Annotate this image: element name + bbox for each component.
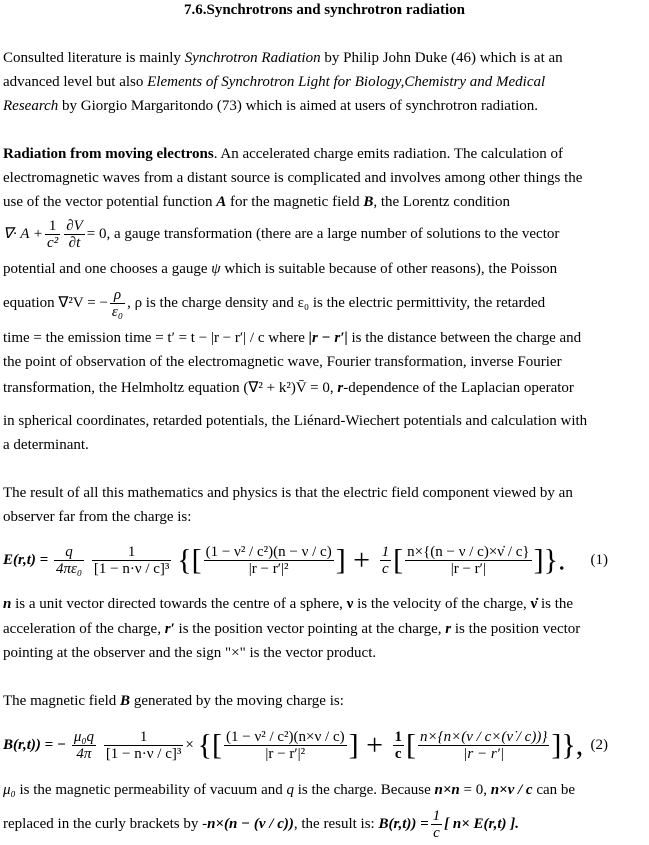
numerator: (1 − ν² / c²)(n − ν / c) bbox=[205, 544, 332, 561]
equation-line bbox=[3, 218, 559, 251]
text: a gauge transformation (there are a large number of solutions to the vector bbox=[110, 225, 560, 242]
numerator: 1 bbox=[92, 544, 172, 561]
fraction bbox=[92, 544, 172, 577]
math: time = the emission time = t′ = t − |r − r′| / c bbox=[3, 330, 265, 346]
text: , the Lorentz condition bbox=[373, 194, 510, 210]
text: replaced in the curly brackets by - bbox=[3, 815, 208, 832]
fraction bbox=[405, 544, 531, 577]
paragraph-line: electromagnetic waves from a distant source is complicated and involves among other things the bbox=[3, 170, 583, 186]
numerator: n×{(n − ν / c)×ν̇ / c} bbox=[407, 544, 530, 561]
text: acceleration of the charge, bbox=[3, 621, 165, 637]
text: , the result is: bbox=[293, 815, 379, 832]
text: Consulted literature is mainly bbox=[3, 50, 185, 66]
numerator: 1 bbox=[381, 544, 390, 561]
denominator: |r − r′| bbox=[450, 561, 486, 578]
text: which is suitable because of other reasons), the Poisson bbox=[220, 261, 558, 277]
denominator: |r − r′| bbox=[463, 746, 505, 763]
fraction bbox=[393, 729, 405, 762]
math: n×ν / c bbox=[490, 782, 533, 798]
paragraph-line: in spherical coordinates, retarded potentials, the Liénard-Wiechert potentials and calculation with bbox=[3, 413, 588, 429]
denominator: c bbox=[382, 561, 389, 578]
bracket: ] + bbox=[348, 728, 391, 762]
numerator: 1 bbox=[394, 729, 403, 746]
paragraph-line bbox=[3, 620, 580, 638]
math: B bbox=[363, 194, 374, 210]
paragraph-line bbox=[3, 193, 510, 211]
text: is the charge. Because bbox=[294, 782, 435, 798]
text: generated by the moving charge is: bbox=[130, 693, 344, 709]
paragraph-line bbox=[3, 49, 563, 67]
paragraph-line bbox=[3, 97, 538, 115]
paragraph-line bbox=[3, 595, 573, 613]
book-title: Research bbox=[3, 98, 59, 114]
paragraph-line: observer far from the charge is: bbox=[3, 509, 192, 525]
numerator: 1 bbox=[104, 729, 184, 746]
math: × bbox=[185, 737, 194, 753]
text: is the velocity of the charge, bbox=[353, 596, 531, 612]
fraction bbox=[45, 218, 60, 251]
paragraph-line bbox=[3, 145, 563, 163]
text: is the position vector pointing at the charge, bbox=[174, 621, 446, 637]
denominator: ε₀ bbox=[111, 304, 124, 320]
denominator: ∂t bbox=[68, 235, 81, 251]
denominator: |r − r′|² bbox=[265, 746, 306, 763]
math: r bbox=[333, 380, 344, 396]
text: is the bbox=[537, 596, 574, 612]
math: [ n× E(r,t) ]. bbox=[444, 815, 519, 832]
bracket: ] + bbox=[335, 543, 378, 577]
denominator: c bbox=[394, 746, 402, 763]
fraction bbox=[418, 729, 549, 762]
fraction bbox=[72, 729, 96, 762]
math: r bbox=[445, 621, 452, 637]
paragraph-line bbox=[3, 808, 519, 841]
section-title: 7.6.Synchrotrons and synchrotron radiation bbox=[183, 2, 466, 18]
math: n×(n − (ν / c)) bbox=[207, 815, 294, 832]
denominator: c bbox=[433, 825, 440, 841]
text: for the magnetic field bbox=[226, 194, 364, 210]
denominator: 4π bbox=[76, 746, 92, 763]
bracket: {[ bbox=[197, 728, 222, 762]
fraction bbox=[204, 544, 334, 577]
paragraph-line bbox=[3, 260, 557, 278]
paragraph-line bbox=[3, 781, 575, 799]
paragraph-line bbox=[3, 73, 545, 91]
paragraph-line: a determinant. bbox=[3, 437, 89, 453]
text: can be bbox=[532, 782, 576, 798]
text: advanced level but also bbox=[3, 74, 148, 90]
numerator: μ₀q bbox=[73, 729, 95, 746]
math: B bbox=[120, 693, 131, 709]
math: ψ bbox=[211, 261, 221, 277]
equation-line bbox=[3, 287, 545, 320]
math: B(r,t)) = bbox=[378, 815, 429, 832]
paragraph-line bbox=[3, 692, 344, 710]
numerator: 1 bbox=[432, 808, 441, 824]
paragraph-line: pointing at the observer and the sign "×" is the vector product. bbox=[3, 645, 377, 661]
text: by Giorgio Margaritondo (73) which is aimed at users of synchrotron radiation. bbox=[58, 98, 539, 114]
denominator: [1 − n·ν / c]³ bbox=[105, 746, 182, 763]
bracket: {[ bbox=[177, 543, 202, 577]
math: E(r,t) = bbox=[3, 552, 49, 568]
bracket: ]}. bbox=[533, 543, 566, 577]
numerator: ∂V bbox=[66, 218, 83, 234]
fraction bbox=[104, 729, 184, 762]
fraction bbox=[64, 218, 85, 251]
math: n×n bbox=[434, 782, 460, 798]
math: (∇² + k²)V̄ = 0, bbox=[243, 380, 334, 396]
text: is the position vector bbox=[451, 621, 581, 637]
fraction bbox=[224, 729, 347, 762]
math: equation ∇²V = − bbox=[3, 294, 108, 311]
text: use of the vector potential function bbox=[3, 194, 217, 210]
fraction bbox=[431, 808, 443, 841]
paragraph-line: the point of observation of the electromagnetic wave, Fourier transformation, inverse Fourier bbox=[3, 354, 562, 370]
math: q bbox=[286, 782, 294, 798]
paragraph-line bbox=[3, 329, 581, 347]
bracket: ]}, bbox=[551, 728, 584, 762]
denominator: 4πε₀ bbox=[55, 561, 83, 578]
numerator: ρ bbox=[110, 287, 125, 304]
numerator: 1 bbox=[45, 218, 60, 235]
math: A bbox=[216, 194, 227, 210]
math: ν bbox=[346, 596, 354, 612]
denominator: [1 − n·ν / c]³ bbox=[93, 561, 170, 578]
equation-2: B(r,t)) = − $\frac{\text{μ₀q}}{4\pi}$ $\frac{1}{\text{[1 − n·ν / c]³}}$ × {[ $\frac{\text{(1 − ν² / c²)(n×ν / c)}}{\text{|r − r′|²}}$ ] + $\frac{1}{c}$ [ $\frac{n\times\{n\times(\nu / c\times(\nu̇ / c))\}}{|r - r'|}$ ]}, (2) bbox=[3, 725, 646, 766]
equation-number: (2) bbox=[590, 737, 608, 753]
text: is the magnetic permeability of vacuum and bbox=[15, 782, 287, 798]
denominator: |r − r′|² bbox=[248, 561, 289, 578]
text: where bbox=[264, 330, 309, 346]
math: μ₀ bbox=[3, 782, 16, 798]
run-in-heading: Radiation from moving electrons bbox=[3, 146, 214, 162]
text: The magnetic field bbox=[3, 693, 121, 709]
math: |r − r′| bbox=[308, 330, 348, 346]
numerator: q bbox=[54, 544, 84, 561]
fraction bbox=[380, 544, 392, 577]
text: . An accelerated charge emits radiation. The calculation of bbox=[213, 146, 563, 162]
equation-number: (1) bbox=[590, 552, 608, 568]
book-title: Synchrotron Radiation bbox=[184, 50, 321, 66]
numerator: n×{n×(ν / c×(ν̇ / c))} bbox=[420, 729, 548, 746]
math: n bbox=[3, 596, 12, 612]
equation-1: E(r,t) = $\frac{q}{\text{4πε₀}}$ $\frac{1}{\text{[1 − n·ν / c]³}}$ {[ $\frac{\text{(1 − ν² / c²)(n − ν / c)}}{\text{|r − r′|²}}$ ] + $\frac{1}{c}$ [ $\frac{n\times\{(n - \nu / c)\times\nu̇ / c\}}{|r - r'|}$ ]}. (1) bbox=[3, 540, 646, 581]
text: is a unit vector directed towards the centre of a sphere, bbox=[11, 596, 347, 612]
text: by Philip John Duke (46) which is at an bbox=[320, 50, 563, 66]
paragraph-line bbox=[3, 379, 574, 397]
math: = 0, bbox=[86, 225, 111, 242]
fraction bbox=[110, 287, 125, 320]
text: = 0, bbox=[459, 782, 491, 798]
text: transformation, the Helmholtz equation bbox=[3, 380, 244, 396]
paragraph-line: The result of all this mathematics and physics is that the electric field component viewed by an bbox=[3, 485, 573, 501]
text: -dependence of the Laplacian operator bbox=[343, 380, 574, 396]
numerator: (1 − ν² / c²)(n×ν / c) bbox=[225, 729, 345, 746]
text: , ρ is the charge density and ε₀ is the electric permittivity, the retarded bbox=[127, 294, 546, 311]
math: ν̇ bbox=[530, 596, 538, 612]
math: r′ bbox=[164, 621, 175, 637]
math: ∇· A + bbox=[3, 225, 44, 242]
book-title: Elements of Synchrotron Light for Biology,Chemistry and Medical bbox=[147, 74, 546, 90]
text: potential and one chooses a gauge bbox=[3, 261, 212, 277]
fraction bbox=[54, 544, 84, 577]
math: B(r,t)) = − bbox=[3, 737, 67, 753]
denominator: c² bbox=[47, 235, 59, 251]
text: is the distance between the charge and bbox=[347, 330, 582, 346]
